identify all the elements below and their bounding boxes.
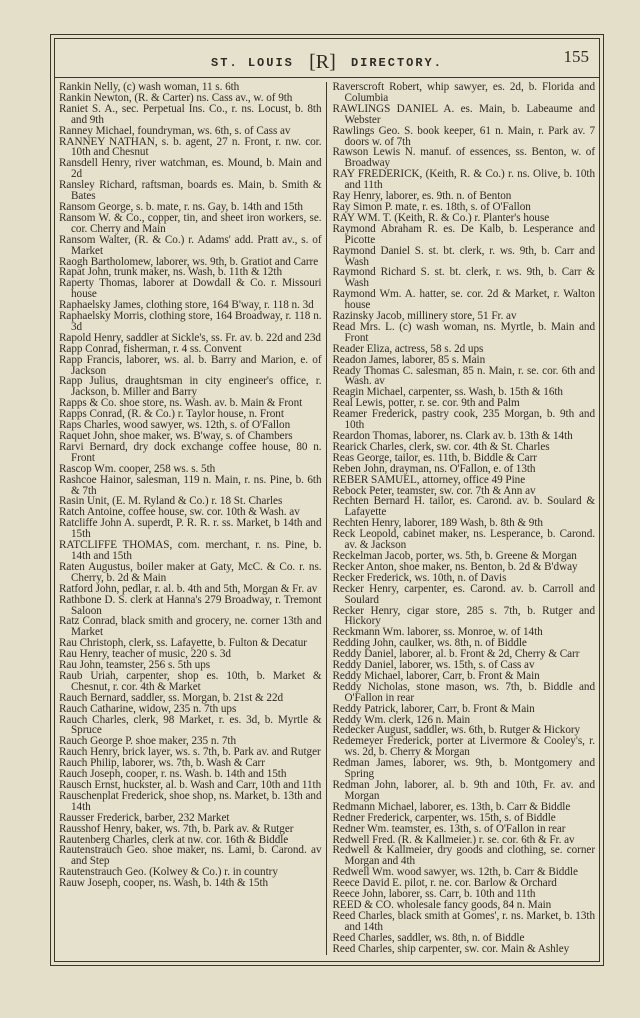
directory-entry: Ray Henry, laborer, es. 9th. n. of Benton <box>332 190 512 203</box>
directory-entry: Rapp Francis, laborer, ws. al. b. Barry and Marion, e. of Jackson <box>59 353 322 377</box>
directory-entry: Rauch Bernard, saddler, ss. Morgan, b. 21st & 22d <box>59 691 284 704</box>
directory-entry: Reas George, tailor, es. 11th, b. Biddle & Carr <box>332 451 537 464</box>
directory-entry: Rasin Unit, (E. M. Ryland & Co.) r. 18 St. Charles <box>59 495 283 508</box>
directory-entry: Rau Christoph, clerk, ss. Lafayette, b. Fulton & Decatur <box>59 637 307 650</box>
directory-entry: Raymond Wm. A. hatter, se. cor. 2d & Market, r. Walton house <box>332 288 595 312</box>
directory-entry: Readon James, laborer, 85 s. Main <box>332 353 486 366</box>
directory-entry: Ratch Antoine, coffee house, sw. cor. 10th & Wash. av <box>59 506 300 519</box>
directory-entry: Rebock Peter, teamster, sw. cor. 7th & Ann av <box>332 484 536 497</box>
directory-entry: Rarvi Bernard, dry dock exchange coffee house, 80 n. Front <box>59 440 322 464</box>
directory-entry: Rathbone D. S. clerk at Hanna's 279 Broadway, r. Tremont Saloon <box>59 593 322 617</box>
directory-entry: Razinsky Jacob, millinery store, 51 Fr. av <box>332 310 517 323</box>
directory-entry: Redwell Wm. wood sawyer, ws. 12th, b. Carr & Biddle <box>332 866 578 879</box>
directory-entry: Reckmann Wm. laborer, ss. Monroe, w. of 14th <box>332 626 543 639</box>
directory-entry: Rashcoe Hainor, salesman, 119 n. Main, r. ns. Pine, b. 6th & 7th <box>59 473 322 497</box>
directory-entry: Rauch George P. shoe maker, 235 n. 7th <box>59 735 237 748</box>
directory-entry: Reben John, drayman, ns. O'Fallon, e. of 13th <box>332 462 536 475</box>
directory-entry: Rapps & Co. shoe store, ns. Wash. av. b. Main & Front <box>59 397 303 410</box>
directory-entry: Redwell Fred. (R. & Kallmeier.) r. se. cor. 6th & Fr. av <box>332 833 575 846</box>
directory-entry: Reece David E. pilot, r. ne. cor. Barlow & Orchard <box>332 877 557 890</box>
directory-entry: Recker Henry, cigar store, 285 s. 7th, b. Rutger and Hickory <box>332 604 595 628</box>
directory-entry: Redman James, laborer, ws. 9th, b. Montgomery and Spring <box>332 757 595 781</box>
directory-entry: RAY FREDERICK, (Keith, R. & Co.) r. ns. Olive, b. 10th and 11th <box>332 168 595 192</box>
page-number: 155 <box>563 47 589 66</box>
directory-entry: Reddy Michael, laborer, Carr, b. Front & Main <box>332 669 540 682</box>
directory-entry: Redmann Michael, laborer, es. 13th, b. Carr & Biddle <box>332 800 571 813</box>
directory-entry: Ransom W. & Co., copper, tin, and sheet iron workers, se. cor. Cherry and Main <box>59 211 322 235</box>
directory-entry: Reed Charles, ship carpenter, sw. cor. Main & Ashley <box>332 942 570 955</box>
directory-entry: Ratcliffe John A. superdt, P. R. R. r. ss. Market, b 14th and 15th <box>59 517 322 541</box>
directory-entry: Rausser Frederick, barber, 232 Market <box>59 811 230 824</box>
directory-entry: Rapold Henry, saddler at Sickle's, ss. Fr. av. b. 22d and 23d <box>59 331 321 344</box>
directory-entry: Rawlings Geo. S. book keeper, 61 n. Main, r. Park av. 7 doors w. of 7th <box>332 124 595 148</box>
directory-entry: Reamer Frederick, pastry cook, 235 Morgan, b. 9th and 10th <box>332 408 595 432</box>
directory-entry: Reddy Daniel, laborer, al. b. Front & 2d, Cherry & Carr <box>332 648 580 661</box>
directory-entry: Ransley Richard, raftsman, boards es. Main, b. Smith & Bates <box>59 179 322 203</box>
directory-entry: Raten Augustus, boiler maker at Gaty, McC. & Co. r. ns. Cherry, b. 2d & Main <box>59 560 322 584</box>
directory-entry: Rechten Henry, laborer, 189 Wash, b. 8th & 9th <box>332 517 543 530</box>
directory-entry: Ransom George, s. b. mate, r. ns. Gay, b. 14th and 15th <box>59 200 303 213</box>
section-letter: [R] <box>309 51 336 73</box>
directory-entry: Reddy Nicholas, stone mason, ws. 7th, b. Biddle and O'Fallon in rear <box>332 680 595 704</box>
directory-entry: Rauschenplat Frederick, shoe shop, ns. Market, b. 13th and 14th <box>59 789 322 813</box>
directory-entry: Rapps Conrad, (R. & Co.) r. Taylor house, n. Front <box>59 408 284 421</box>
directory-entry: Raps Charles, wood sawyer, ws. 12th, s. of O'Fallon <box>59 419 291 432</box>
directory-entry: Raverscroft Robert, whip sawyer, es. 2d, b. Florida and Columbia <box>332 81 595 104</box>
directory-entry: Reddy Daniel, laborer, ws. 15th, s. of Cass av <box>332 659 535 672</box>
directory-entry: Raphaelsky Morris, clothing store, 164 Broadway, r. 118 n. 3d <box>59 310 322 333</box>
directory-entry: Rapat John, trunk maker, ns. Wash, b. 11th & 12th <box>59 266 283 279</box>
directory-entry: Rautenberg Charles, clerk at nw. cor. 16th & Biddle <box>59 833 289 846</box>
directory-entry: Ransom Walter, (R. & Co.) r. Adams' add. Pratt av., s. of Market <box>59 233 322 257</box>
directory-entry: Ranney Michael, foundryman, ws. 6th, s. of Cass av <box>59 124 291 137</box>
directory-entry: Redemeyer Frederick, porter at Livermore & Cooley's, r. ws. 2d, b. Cherry & Morgan <box>332 735 595 759</box>
running-title <box>59 49 595 72</box>
directory-entry: Rausshof Henry, baker, ws. 7th, b. Park av. & Rutger <box>59 822 294 835</box>
directory-entry: Reed Charles, black smith at Gomes', r. ns. Market, b. 13th and 14th <box>332 909 595 933</box>
directory-entry: Reck Leopold, cabinet maker, ns. Lesperance, b. Carond. av. & Jackson <box>332 528 595 552</box>
title-right: DIRECTORY. <box>350 56 443 70</box>
directory-entry: Rearick Charles, clerk, sw. cor. 4th & St. Charles <box>332 440 550 453</box>
directory-entry: Rawson Lewis N. manuf. of essences, ss. Benton, w. of Broadway <box>332 146 595 170</box>
directory-entry: Rauch Joseph, cooper, r. ns. Wash. b. 14th and 15th <box>59 768 287 781</box>
directory-entry: Redecker August, saddler, ws. 6th, b. Rutger & Hickory <box>332 724 581 737</box>
directory-entry: Reed Charles, saddler, ws. 8th, n. of Biddle <box>332 931 525 944</box>
header-rule <box>55 77 599 78</box>
directory-entry: REED & CO. wholesale fancy goods, 84 n. Main <box>332 898 552 911</box>
directory-entry: Raperty Thomas, laborer at Dowdall & Co. r. Missouri house <box>59 277 322 301</box>
directory-entry: Rauch Charles, clerk, 98 Market, r. es. 3d, b. Myrtle & Spruce <box>59 713 322 737</box>
directory-entry: Rauch Philip, laborer, ws. 7th, b. Wash & Carr <box>59 757 265 770</box>
directory-entry: RAY WM. T. (Keith, R. & Co.) r. Planter's house <box>332 211 550 224</box>
directory-entry: REBER SAMUEL, attorney, office 49 Pine <box>332 473 526 486</box>
left-column <box>59 82 327 955</box>
directory-entry: Ransdell Henry, river watchman, es. Mound, b. Main and 2d <box>59 157 322 181</box>
title-left: ST. LOUIS <box>211 56 294 70</box>
directory-entry: Rausch Ernst, huckster, al. b. Wash and Carr, 10th and 11th <box>59 779 322 791</box>
directory-entry: Ratz Conrad, black smith and grocery, ne. corner 13th and Market <box>59 615 322 639</box>
directory-entry: Raphaelsky James, clothing store, 164 B'way, r. 118 n. 3d <box>59 299 314 312</box>
directory-entry: Raogh Bartholomew, laborer, ws. 9th, b. Gratiot and Carre <box>59 255 319 268</box>
directory-entry: RAWLINGS DANIEL A. es. Main, b. Labeaume and Webster <box>332 102 595 126</box>
directory-entry: Redman John, laborer, al. b. 9th and 10th, Fr. av. and Morgan <box>332 779 595 802</box>
directory-entry: Recker Frederick, ws. 10th, n. of Davis <box>332 571 507 584</box>
directory-entry: Redner Frederick, carpenter, ws. 15th, s. of Biddle <box>332 811 556 824</box>
directory-entry: Read Mrs. L. (c) wash woman, ns. Myrtle, b. Main and Front <box>332 320 595 344</box>
directory-entry: Ratford John, pedlar, r. al. b. 4th and 5th, Morgan & Fr. av <box>59 582 318 595</box>
directory-entry: Redwell & Kallmeier, dry goods and clothing, se. corner Morgan and 4th <box>332 844 595 868</box>
right-column <box>327 82 596 955</box>
directory-entry: Rapp Julius, draughtsman in city engineer's office, r. Jackson, b. Miller and Barry <box>59 375 322 399</box>
directory-entry: Recker Anton, shoe maker, ns. Benton, b. 2d & B'dway <box>332 560 578 573</box>
directory-entry: Raymond Abraham R. es. De Kalb, b. Lesperance and Picotte <box>332 222 595 246</box>
directory-entry: Rau Henry, teacher of music, 220 s. 3d <box>59 648 231 661</box>
directory-entry: Reagin Michael, carpenter, ss. Wash, b. 15th & 16th <box>332 386 563 399</box>
directory-columns <box>59 82 595 955</box>
directory-entry: Raquet John, shoe maker, ws. B'way, s. of Chambers <box>59 430 293 442</box>
directory-entry: Reddy Patrick, laborer, Carr, b. Front & Main <box>332 702 535 715</box>
directory-entry: Reader Eliza, actress, 58 s. 2d ups <box>332 342 484 355</box>
directory-entry: Real Lewis, potter, r. se. cor. 9th and Palm <box>332 397 520 410</box>
directory-entry: Rauw Joseph, cooper, ns. Wash, b. 14th & 15th <box>59 877 269 890</box>
directory-entry: Ready Thomas C. salesman, 85 n. Main, r. se. cor. 6th and Wash. av <box>332 364 595 388</box>
directory-entry: Redding John, caulker, ws. 8th, n. of Biddle <box>332 637 527 650</box>
directory-entry: Raymond Richard S. st. bt. clerk, r. ws. 9th, b. Carr & Wash <box>332 266 595 290</box>
directory-entry: Rau John, teamster, 256 s. 5th ups <box>59 659 211 672</box>
directory-entry: RANNEY NATHAN, s. b. agent, 27 n. Front, r. nw. cor. 10th and Chesnut <box>59 135 322 159</box>
directory-entry: Rautenstrauch Geo. shoe maker, ns. Lami, b. Carond. av and Step <box>59 844 322 868</box>
directory-entry: Recker Henry, carpenter, es. Carond. av. b. Carroll and Soulard <box>332 582 595 606</box>
directory-entry: Raniet S. A., sec. Perpetual Ins. Co., r. ns. Locust, b. 8th and 9th <box>59 102 322 126</box>
directory-entry: Rascop Wm. cooper, 258 ws. s. 5th <box>59 462 216 475</box>
directory-entry: Rankin Nelly, (c) wash woman, 11 s. 6th <box>59 81 240 93</box>
directory-entry: Rautenstrauch Geo. (Kolwey & Co.) r. in country <box>59 866 278 879</box>
directory-entry: Reardon Thomas, laborer, ns. Clark av. b. 13th & 14th <box>332 430 573 442</box>
page-border-outer <box>50 34 604 966</box>
directory-entry: RATCLIFFE THOMAS, com. merchant, r. ns. Pine, b. 14th and 15th <box>59 539 322 562</box>
directory-entry: Rapp Conrad, fisherman, r. 4 ss. Convent <box>59 342 242 355</box>
page <box>54 38 600 962</box>
directory-entry: Ray Simon P. mate, r. es. 18th, s. of O'Fallon <box>332 200 531 213</box>
directory-entry: Rankin Newton, (R. & Carter) ns. Cass av., w. of 9th <box>59 91 293 104</box>
directory-entry: Rechten Bernard H. tailor, es. Carond. av. b. Soulard & Lafayette <box>332 495 595 519</box>
directory-entry: Reddy Wm. clerk, 126 n. Main <box>332 713 471 726</box>
directory-entry: Raymond Daniel S. st. bt. clerk, r. ws. 9th, b. Carr and Wash <box>332 244 595 268</box>
directory-entry: Reckelman Jacob, porter, ws. 5th, b. Greene & Morgan <box>332 549 577 562</box>
directory-entry: Rauch Catharine, widow, 235 n. 7th ups <box>59 702 237 715</box>
directory-entry: Raub Uriah, carpenter, shop es. 10th, b. Market & Chesnut, r. cor. 4th & Market <box>59 669 322 693</box>
running-header <box>59 39 595 77</box>
directory-entry: Rauch Henry, brick layer, ws. s. 7th, b. Park av. and Rutger <box>59 746 321 759</box>
directory-entry: Reece John, laborer, ss. Carr, b. 10th and 11th <box>332 888 536 901</box>
directory-entry: Redner Wm. teamster, es. 13th, s. of O'Fallon in rear <box>332 822 566 835</box>
